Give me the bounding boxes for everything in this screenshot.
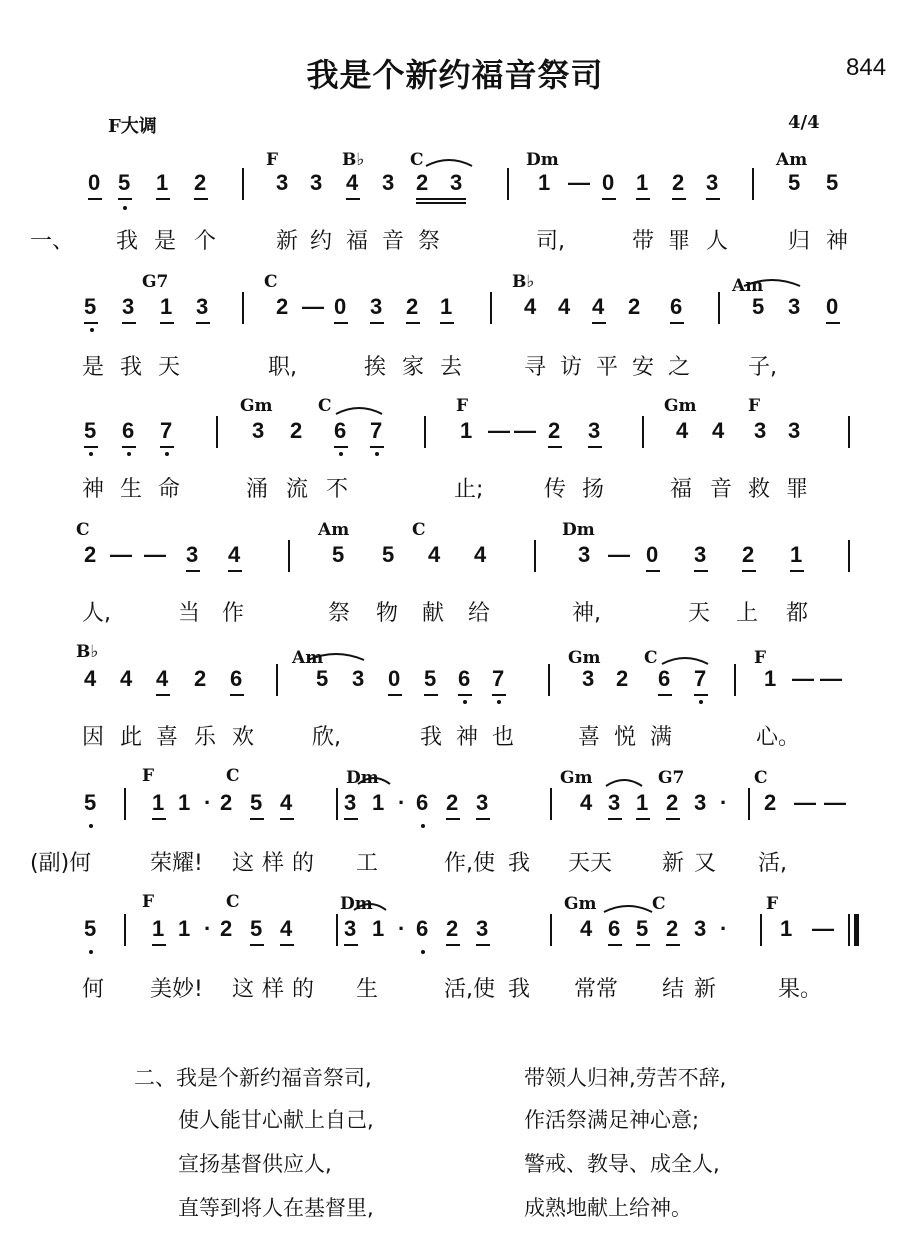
note: 3 bbox=[694, 916, 707, 941]
lyrics-line bbox=[0, 224, 910, 256]
lyric: 悦 bbox=[614, 725, 637, 750]
note: 5 bbox=[752, 294, 765, 319]
lyric: 我 bbox=[508, 977, 531, 1002]
note: 5 bbox=[250, 916, 263, 941]
lyrics-line bbox=[0, 596, 910, 628]
note: 1 bbox=[160, 294, 173, 319]
note: 4 bbox=[428, 542, 441, 567]
chord: Dm bbox=[526, 150, 559, 170]
lyric: 给 bbox=[468, 601, 491, 626]
chord: Am bbox=[732, 276, 764, 296]
note: 3 bbox=[694, 790, 707, 815]
chord: Gm bbox=[564, 894, 597, 914]
lyric: 祭 bbox=[418, 229, 441, 254]
note: 2 bbox=[666, 916, 679, 941]
lyric: 安 bbox=[632, 355, 655, 380]
verse-2-line-1b: 带领人归神,劳苦不辞, bbox=[524, 1066, 727, 1090]
note: — bbox=[792, 666, 814, 691]
lyric: 神 bbox=[82, 477, 105, 502]
note: 5 bbox=[826, 170, 839, 195]
note: — bbox=[794, 790, 816, 815]
lyric: 之 bbox=[668, 355, 691, 380]
note: 4 bbox=[580, 916, 593, 941]
note: 7 bbox=[370, 418, 383, 443]
note: 5 bbox=[84, 790, 97, 815]
note: 3 bbox=[276, 170, 289, 195]
notes-line bbox=[80, 294, 860, 324]
note: — bbox=[110, 542, 132, 567]
note: · bbox=[720, 790, 728, 815]
lyric: 神 bbox=[456, 725, 479, 750]
note: · bbox=[204, 790, 212, 815]
time-signature: 4/4 bbox=[788, 112, 820, 133]
chord: C bbox=[412, 520, 426, 540]
lyric: 人 bbox=[706, 229, 729, 254]
note: 3 bbox=[582, 666, 595, 691]
lyric: 子, bbox=[748, 355, 777, 380]
lyric: 一、 bbox=[30, 229, 75, 254]
lyric: 去 bbox=[440, 355, 463, 380]
note: 6 bbox=[334, 418, 347, 443]
note: 2 bbox=[290, 418, 303, 443]
note: 3 bbox=[310, 170, 323, 195]
note: 2 bbox=[616, 666, 629, 691]
note: 5 bbox=[316, 666, 329, 691]
lyric: 美妙! bbox=[150, 977, 203, 1002]
note: 3 bbox=[588, 418, 601, 443]
lyric: 工 bbox=[356, 851, 379, 876]
chord: B♭ bbox=[512, 272, 535, 292]
lyric: 带 bbox=[632, 229, 655, 254]
note: 0 bbox=[602, 170, 615, 195]
note: 5 bbox=[84, 294, 97, 319]
chord: F bbox=[142, 892, 155, 912]
lyric: 都 bbox=[786, 601, 809, 626]
note: — bbox=[568, 170, 590, 195]
hymn-number: 844 bbox=[846, 54, 887, 81]
note: 0 bbox=[334, 294, 347, 319]
lyric: 满 bbox=[650, 725, 673, 750]
chord: Dm bbox=[346, 768, 379, 788]
notes-line bbox=[80, 790, 860, 820]
lyric: 生 bbox=[120, 477, 143, 502]
note: 1 bbox=[152, 916, 165, 941]
note: 3 bbox=[788, 418, 801, 443]
note: 2 bbox=[764, 790, 777, 815]
note: 1 bbox=[636, 790, 649, 815]
notes-line bbox=[80, 170, 860, 200]
note: 3 bbox=[186, 542, 199, 567]
note: 5 bbox=[118, 170, 131, 195]
lyric: 寻 bbox=[524, 355, 547, 380]
note: 1 bbox=[790, 542, 803, 567]
note: — bbox=[144, 542, 166, 567]
note: 1 bbox=[764, 666, 777, 691]
lyric: 当 bbox=[178, 601, 201, 626]
note: 3 bbox=[608, 790, 621, 815]
chord: Am bbox=[776, 150, 808, 170]
chord: F bbox=[748, 396, 761, 416]
lyric: 荣耀! bbox=[150, 851, 203, 876]
note: · bbox=[720, 916, 728, 941]
lyric: 访 bbox=[560, 355, 583, 380]
chord: C bbox=[410, 150, 424, 170]
chord: G7 bbox=[142, 272, 169, 292]
lyric: 生 bbox=[356, 977, 379, 1002]
note: 3 bbox=[196, 294, 209, 319]
chord: Am bbox=[318, 520, 350, 540]
chord: C bbox=[76, 520, 90, 540]
lyric: 的 bbox=[292, 977, 315, 1002]
note: 2 bbox=[446, 790, 459, 815]
chord: G7 bbox=[658, 768, 685, 788]
lyric: 约 bbox=[310, 229, 333, 254]
note: 2 bbox=[672, 170, 685, 195]
lyric: 归 bbox=[788, 229, 811, 254]
lyrics-line bbox=[0, 846, 910, 878]
chord: B♭ bbox=[76, 642, 99, 662]
lyric: 因 bbox=[82, 725, 105, 750]
slur bbox=[356, 772, 392, 786]
slur bbox=[352, 898, 388, 912]
verse-2-line-2b: 作活祭满足神心意; bbox=[524, 1108, 700, 1132]
lyric: 乐 bbox=[194, 725, 217, 750]
lyric: 救 bbox=[748, 477, 771, 502]
lyric: 天天 bbox=[568, 851, 613, 876]
note: 3 bbox=[578, 542, 591, 567]
note: 3 bbox=[450, 170, 463, 195]
chord: C bbox=[226, 766, 240, 786]
lyric: 是 bbox=[82, 355, 105, 380]
lyric: 祭 bbox=[328, 601, 351, 626]
lyric: 果。 bbox=[778, 977, 823, 1002]
note: 2 bbox=[742, 542, 755, 567]
lyric: 神, bbox=[572, 601, 601, 626]
slur bbox=[424, 154, 474, 168]
lyric: 这 bbox=[232, 851, 255, 876]
note: · bbox=[398, 916, 406, 941]
notes-line bbox=[80, 666, 860, 696]
lyric: 人, bbox=[82, 601, 111, 626]
note: 2 bbox=[84, 542, 97, 567]
chord: F bbox=[754, 648, 767, 668]
slur bbox=[602, 900, 654, 914]
note: 6 bbox=[230, 666, 243, 691]
note: 3 bbox=[476, 916, 489, 941]
chord: C bbox=[652, 894, 666, 914]
lyric: 扬 bbox=[582, 477, 605, 502]
lyric: (副)何 bbox=[30, 851, 92, 876]
lyric: 音 bbox=[382, 229, 405, 254]
chord: F bbox=[266, 150, 279, 170]
chord: C bbox=[226, 892, 240, 912]
note: 6 bbox=[416, 790, 429, 815]
lyric: 活, bbox=[758, 851, 787, 876]
note: 4 bbox=[524, 294, 537, 319]
lyric: 传 bbox=[544, 477, 567, 502]
lyric: 天 bbox=[688, 601, 711, 626]
note: 3 bbox=[476, 790, 489, 815]
note: 1 bbox=[636, 170, 649, 195]
lyric: 新 bbox=[276, 229, 299, 254]
lyric: 我 bbox=[120, 355, 143, 380]
note: — bbox=[820, 666, 842, 691]
note: 3 bbox=[352, 666, 365, 691]
note: 4 bbox=[592, 294, 605, 319]
note: 3 bbox=[252, 418, 265, 443]
note: 1 bbox=[460, 418, 473, 443]
note: 5 bbox=[84, 916, 97, 941]
note: 5 bbox=[84, 418, 97, 443]
chord: Dm bbox=[562, 520, 595, 540]
note: 2 bbox=[194, 170, 207, 195]
lyric: 喜 bbox=[578, 725, 601, 750]
slur bbox=[742, 274, 802, 288]
lyric: 作,使 bbox=[444, 851, 495, 876]
note: 3 bbox=[370, 294, 383, 319]
note: — bbox=[824, 790, 846, 815]
note: 4 bbox=[156, 666, 169, 691]
lyrics-line bbox=[0, 472, 910, 504]
note: 3 bbox=[344, 790, 357, 815]
note: 1 bbox=[372, 916, 385, 941]
chord: C bbox=[644, 648, 658, 668]
note: 4 bbox=[280, 916, 293, 941]
lyric: 献 bbox=[422, 601, 445, 626]
note: 5 bbox=[424, 666, 437, 691]
notes-line bbox=[80, 916, 860, 946]
note: 6 bbox=[458, 666, 471, 691]
chord: B♭ bbox=[342, 150, 365, 170]
lyric: 我 bbox=[116, 229, 139, 254]
note: 4 bbox=[474, 542, 487, 567]
note: 0 bbox=[88, 170, 101, 195]
note: 1 bbox=[152, 790, 165, 815]
verse-2-line-4a: 直等到将人在基督里, bbox=[178, 1196, 374, 1220]
lyric: 家 bbox=[402, 355, 425, 380]
note: 0 bbox=[826, 294, 839, 319]
slur bbox=[604, 774, 644, 788]
verse-2-line-3b: 警戒、教导、成全人, bbox=[524, 1152, 720, 1176]
note: 5 bbox=[788, 170, 801, 195]
note: 5 bbox=[332, 542, 345, 567]
note: 3 bbox=[694, 542, 707, 567]
note: 5 bbox=[250, 790, 263, 815]
note: 1 bbox=[372, 790, 385, 815]
note: 3 bbox=[754, 418, 767, 443]
lyric: 样 bbox=[262, 977, 285, 1002]
note: 3 bbox=[706, 170, 719, 195]
slur bbox=[334, 402, 384, 416]
note: 3 bbox=[122, 294, 135, 319]
note: 2 bbox=[666, 790, 679, 815]
note: 7 bbox=[694, 666, 707, 691]
note: 5 bbox=[382, 542, 395, 567]
note: 2 bbox=[548, 418, 561, 443]
lyric: 挨 bbox=[364, 355, 387, 380]
note: 4 bbox=[84, 666, 97, 691]
lyric: 福 bbox=[670, 477, 693, 502]
note: — bbox=[812, 916, 834, 941]
lyric: 职, bbox=[268, 355, 297, 380]
lyric: 不 bbox=[326, 477, 349, 502]
note: 6 bbox=[608, 916, 621, 941]
lyric: 音 bbox=[710, 477, 733, 502]
chord: Am bbox=[292, 648, 324, 668]
chord: C bbox=[318, 396, 332, 416]
note: 3 bbox=[382, 170, 395, 195]
chord: Gm bbox=[664, 396, 697, 416]
lyric: 我 bbox=[420, 725, 443, 750]
note: — bbox=[514, 418, 536, 443]
lyric: 我 bbox=[508, 851, 531, 876]
hymn-title: 我是个新约福音祭司 bbox=[306, 56, 604, 94]
note: 0 bbox=[646, 542, 659, 567]
note: — bbox=[608, 542, 630, 567]
note: 2 bbox=[276, 294, 289, 319]
verse-2-line-2a: 使人能甘心献上自己, bbox=[178, 1108, 374, 1132]
notes-line bbox=[80, 542, 860, 572]
note: · bbox=[398, 790, 406, 815]
lyric: 心。 bbox=[756, 725, 801, 750]
lyric: 个 bbox=[194, 229, 217, 254]
lyric: 新 bbox=[662, 851, 685, 876]
note: 7 bbox=[160, 418, 173, 443]
note: 2 bbox=[416, 170, 429, 195]
note: 7 bbox=[492, 666, 505, 691]
note: 3 bbox=[788, 294, 801, 319]
note: 4 bbox=[580, 790, 593, 815]
lyric: 神 bbox=[826, 229, 849, 254]
chord: Gm bbox=[240, 396, 273, 416]
lyric: 止; bbox=[454, 477, 484, 502]
lyric: 命 bbox=[158, 477, 181, 502]
lyrics-line bbox=[0, 972, 910, 1004]
note: 2 bbox=[220, 916, 233, 941]
lyrics-line bbox=[0, 720, 910, 752]
note: 1 bbox=[156, 170, 169, 195]
note: 4 bbox=[558, 294, 571, 319]
lyric: 也 bbox=[492, 725, 515, 750]
note: 4 bbox=[280, 790, 293, 815]
note: 6 bbox=[658, 666, 671, 691]
lyric: 常常 bbox=[574, 977, 619, 1002]
note: 4 bbox=[346, 170, 359, 195]
chord: F bbox=[766, 894, 779, 914]
lyric: 作 bbox=[222, 601, 245, 626]
chord: F bbox=[142, 766, 155, 786]
note: 5 bbox=[636, 916, 649, 941]
lyric: 又 bbox=[694, 851, 717, 876]
lyric: 样 bbox=[262, 851, 285, 876]
note: 1 bbox=[178, 916, 191, 941]
lyric: 喜 bbox=[156, 725, 179, 750]
note: 1 bbox=[178, 790, 191, 815]
note: 2 bbox=[220, 790, 233, 815]
note: 4 bbox=[712, 418, 725, 443]
verse-2-line-1a: 二、我是个新约福音祭司, bbox=[134, 1066, 372, 1090]
verse-2-line-3a: 宣扬基督供应人, bbox=[178, 1152, 332, 1176]
lyric: 的 bbox=[292, 851, 315, 876]
lyric: 罪 bbox=[668, 229, 691, 254]
lyric: 欢 bbox=[232, 725, 255, 750]
note: 6 bbox=[416, 916, 429, 941]
note: 6 bbox=[670, 294, 683, 319]
slur bbox=[660, 652, 710, 666]
lyric: 物 bbox=[376, 601, 399, 626]
lyric: 罪 bbox=[786, 477, 809, 502]
chord: Gm bbox=[560, 768, 593, 788]
note: 4 bbox=[228, 542, 241, 567]
lyric: 是 bbox=[154, 229, 177, 254]
lyric: 活,使 bbox=[444, 977, 495, 1002]
note: 1 bbox=[440, 294, 453, 319]
note: 6 bbox=[122, 418, 135, 443]
notes-line bbox=[80, 418, 860, 448]
lyric: 欣, bbox=[312, 725, 341, 750]
note: — bbox=[488, 418, 510, 443]
lyric: 此 bbox=[120, 725, 143, 750]
key-signature: F大调 bbox=[108, 116, 157, 137]
note: 1 bbox=[538, 170, 551, 195]
note: 2 bbox=[446, 916, 459, 941]
lyric: 结 bbox=[662, 977, 685, 1002]
chord: F bbox=[456, 396, 469, 416]
chord: C bbox=[754, 768, 768, 788]
slur bbox=[306, 648, 366, 662]
lyric: 平 bbox=[596, 355, 619, 380]
lyric: 天 bbox=[158, 355, 181, 380]
lyric: 流 bbox=[286, 477, 309, 502]
lyric: 新 bbox=[694, 977, 717, 1002]
note: 4 bbox=[120, 666, 133, 691]
chord: C bbox=[264, 272, 278, 292]
note: 2 bbox=[406, 294, 419, 319]
lyric: 何 bbox=[82, 977, 105, 1002]
lyric: 上 bbox=[736, 601, 759, 626]
note: · bbox=[204, 916, 212, 941]
lyric: 这 bbox=[232, 977, 255, 1002]
note: 3 bbox=[344, 916, 357, 941]
note: — bbox=[302, 294, 324, 319]
lyric: 司, bbox=[536, 229, 565, 254]
note: 0 bbox=[388, 666, 401, 691]
lyric: 涌 bbox=[246, 477, 269, 502]
note: 2 bbox=[628, 294, 641, 319]
lyric: 福 bbox=[346, 229, 369, 254]
chord: Gm bbox=[568, 648, 601, 668]
lyrics-line bbox=[0, 350, 910, 382]
note: 4 bbox=[676, 418, 689, 443]
chord: Dm bbox=[340, 894, 373, 914]
note: 2 bbox=[194, 666, 207, 691]
note: 1 bbox=[780, 916, 793, 941]
verse-2-line-4b: 成熟地献上给神。 bbox=[524, 1196, 692, 1220]
